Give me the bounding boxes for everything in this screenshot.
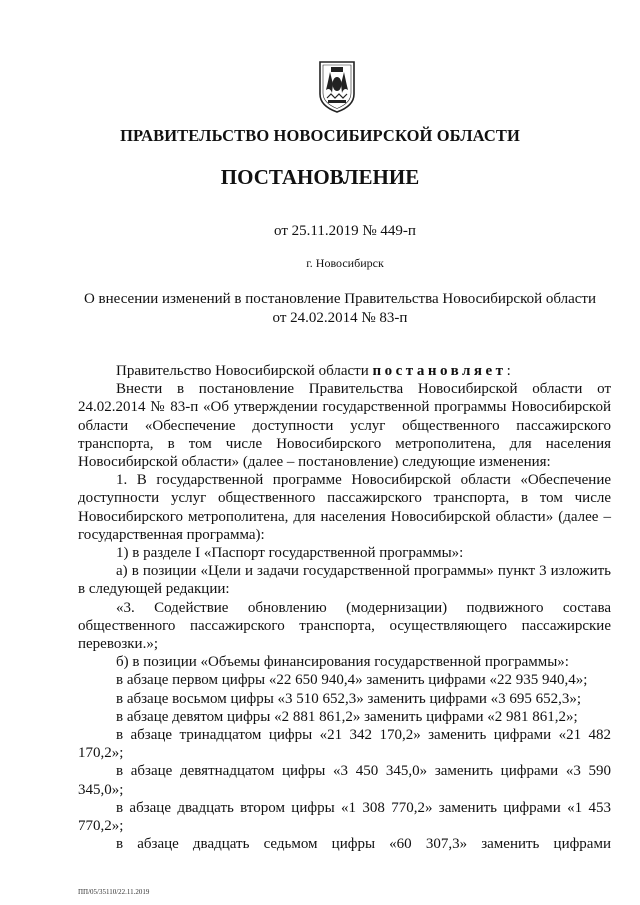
body-paragraph: Внести в постановление Правительства Новосибирской области от 24.02.2014 № 83-п «Об утверждении государственной программы Новосибирской области «Обеспечение доступности услуг общественного пассажирского транспорта, в том числе Новосибирского метрополитена, для населения Новосибирской области» (далее – постановление) следующие изменения: [78, 381, 611, 471]
document-type-title: ПОСТАНОВЛЕНИЕ [220, 165, 420, 189]
body-paragraph: б) в позиции «Объемы финансирования государственной программы»: [116, 654, 569, 671]
organization-title: ПРАВИТЕЛЬСТВО НОВОСИБИРСКОЙ ОБЛАСТИ [120, 126, 520, 145]
body-paragraph: в абзаце девятнадцатом цифры «3 450 345,0» заменить цифрами «3 590 345,0»; [78, 763, 611, 798]
body-paragraph: в абзаце восьмом цифры «3 510 652,3» заменить цифрами «3 695 652,3»; [116, 690, 582, 707]
body-paragraph: а) в позиции «Цели и задачи государственной программы» пункт 3 изложить в следующей редакции: [78, 563, 611, 598]
document-footer-code: ПП/05/35110/22.11.2019 [78, 888, 150, 896]
body-paragraph: 1) в разделе I «Паспорт государственной программы»: [116, 545, 464, 562]
intro-paragraph [78, 362, 611, 380]
document-subject [70, 290, 610, 327]
body-paragraph: в абзаце двадцать втором цифры «1 308 770,2» заменить цифрами «1 453 770,2»; [78, 799, 611, 835]
intro-verb: постановляет [372, 363, 507, 379]
subject-line-2: от 24.02.2014 № 83-п [272, 309, 408, 326]
intro-colon: : [506, 363, 511, 379]
body-paragraph: в абзаце двадцать седьмом цифры «60 307,3» заменить цифрами [116, 836, 611, 853]
document-date-number: от 25.11.2019 № 449-п [274, 223, 416, 239]
body-paragraph: в абзаце девятом цифры «2 881 861,2» заменить цифрами «2 981 861,2»; [116, 708, 578, 725]
document-city: г. Новосибирск [306, 256, 384, 270]
document-body [78, 362, 611, 853]
body-paragraph: в абзаце тринадцатом цифры «21 342 170,2» заменить цифрами «21 482 170,2»; [78, 727, 611, 762]
intro-prefix: Правительство Новосибирской области [116, 363, 369, 379]
subject-line-1: О внесении изменений в постановление Правительства Новосибирской области [83, 291, 597, 307]
body-paragraph: «3. Содействие обновлению (модернизации) подвижного состава общественного пассажирского транспорта, осуществляющего пассажирские перевозки.»; [78, 599, 611, 653]
body-paragraph: 1. В государственной программе Новосибирской области «Обеспечение доступности услуг общественного пассажирского транспорта, в том числе Новосибирского метрополитена, для населения Новосибирской области» (далее – государственная программа): [78, 472, 611, 543]
body-paragraph: в абзаце первом цифры «22 650 940,4» заменить цифрами «22 935 940,4»; [116, 672, 588, 689]
coat-of-arms-icon [317, 60, 357, 114]
